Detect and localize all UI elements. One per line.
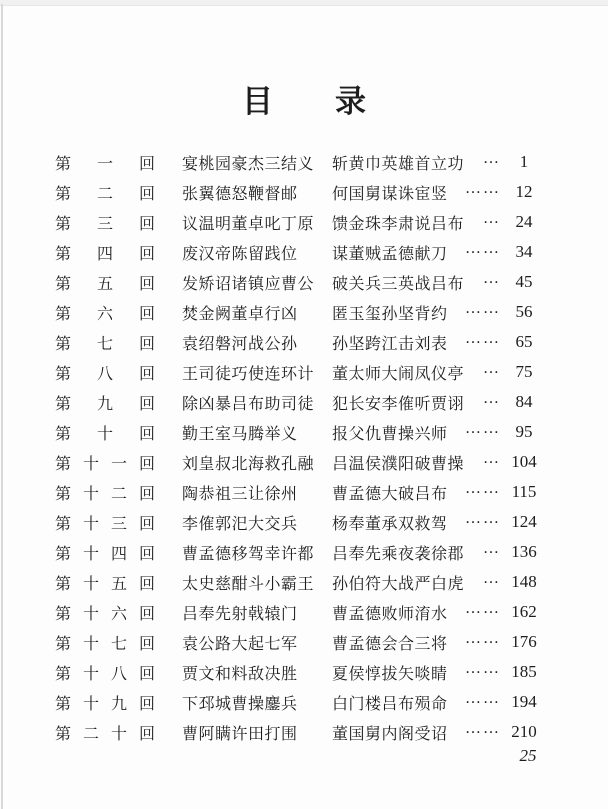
- toc-entry: [55, 657, 545, 687]
- chapter-suffix: 回: [138, 335, 155, 353]
- chapter-suffix: 回: [138, 485, 155, 503]
- dot-leader: ……: [465, 660, 501, 677]
- chapter-title-second: 吕奉先乘夜袭徐郡: [332, 545, 465, 563]
- chapter-prefix: 第: [55, 305, 72, 323]
- toc-entry: [55, 537, 545, 567]
- dot-leader: ……: [465, 510, 501, 527]
- toc-entry: [55, 597, 545, 627]
- chapter-prefix: 第: [55, 335, 72, 353]
- chapter-number-char: 四: [110, 545, 127, 563]
- toc-entry: [55, 327, 545, 357]
- chapter-prefix: 第: [55, 725, 72, 743]
- chapter-title-second: 破关兵三英战吕布: [332, 275, 465, 293]
- page-ref: 12: [515, 182, 533, 201]
- chapter-title-first: 下邳城曹操鏖兵: [182, 695, 298, 713]
- leader-area: [448, 332, 545, 352]
- chapter-number-char: 七: [96, 335, 113, 353]
- chapter-label: [55, 301, 155, 324]
- chapter-title-first: 太史慈酣斗小霸王: [182, 575, 315, 593]
- page-title-char: 目: [242, 84, 273, 119]
- page-ref: 136: [511, 542, 537, 561]
- leader-area: [448, 482, 545, 502]
- leader-area: [464, 212, 545, 232]
- toc-entry: [55, 477, 545, 507]
- page-ref: 148: [511, 572, 537, 591]
- chapter-number-char: 一: [110, 455, 127, 473]
- chapter-title-second: 曹孟德败师淯水: [332, 605, 448, 623]
- chapter-prefix: 第: [55, 365, 72, 383]
- chapter-prefix: 第: [55, 515, 72, 533]
- page-ref: 1: [519, 152, 529, 171]
- dot-leader: …: [483, 540, 501, 557]
- chapter-number-char: 十: [82, 635, 99, 653]
- dot-leader: ……: [465, 330, 501, 347]
- toc-entry: [55, 447, 545, 477]
- chapter-prefix: 第: [55, 695, 72, 713]
- chapter-suffix: 回: [138, 665, 155, 683]
- page-ref: 45: [515, 272, 533, 291]
- dot-leader: …: [483, 270, 501, 287]
- chapter-title-first: 曹阿瞒许田打围: [182, 725, 298, 743]
- chapter-number-char: 二: [82, 725, 99, 743]
- leader-area: [448, 422, 545, 442]
- leader-area: [448, 182, 545, 202]
- chapter-label: [55, 211, 155, 234]
- chapter-suffix: 回: [138, 545, 155, 563]
- page-ref: 115: [511, 482, 537, 501]
- leader-area: [464, 152, 545, 172]
- chapter-suffix: 回: [138, 425, 155, 443]
- page-ref: 65: [515, 332, 533, 351]
- chapter-title-first: 王司徒巧使连环计: [182, 365, 315, 383]
- chapter-number-char: 四: [96, 245, 113, 263]
- dot-leader: ……: [465, 240, 501, 257]
- chapter-title-first: 张翼德怒鞭督邮: [182, 185, 298, 203]
- chapter-number-char: 六: [110, 605, 127, 623]
- chapter-label: [55, 151, 155, 174]
- page-ref: 56: [515, 302, 533, 321]
- chapter-number-char: 十: [82, 575, 99, 593]
- toc-entry: [55, 297, 545, 327]
- chapter-number-char: 十: [82, 545, 99, 563]
- page-ref: 24: [515, 212, 533, 231]
- chapter-title-second: 杨奉董承双救驾: [332, 515, 448, 533]
- dot-leader: ……: [465, 180, 501, 197]
- chapter-number-char: 十: [96, 425, 113, 443]
- chapter-title-second: 白门楼吕布殒命: [332, 695, 448, 713]
- chapter-number-char: 五: [110, 575, 127, 593]
- toc-entry: [55, 387, 545, 417]
- chapter-label: [55, 661, 155, 684]
- chapter-prefix: 第: [55, 545, 72, 563]
- leader-area: [464, 542, 545, 562]
- chapter-suffix: 回: [138, 605, 155, 623]
- chapter-title-first: 袁公路大起七军: [182, 635, 298, 653]
- page-edge-left: [1, 4, 3, 809]
- toc-entry: [55, 507, 545, 537]
- chapter-suffix: 回: [138, 185, 155, 203]
- chapter-label: [55, 331, 155, 354]
- chapter-title-second: 曹孟德会合三将: [332, 635, 448, 653]
- toc-entry: [55, 687, 545, 717]
- chapter-label: [55, 271, 155, 294]
- chapter-title-first: 刘皇叔北海救孔融: [182, 455, 315, 473]
- dot-leader: …: [483, 210, 501, 227]
- page-ref: 34: [515, 242, 533, 261]
- chapter-title-second: 匿玉玺孙坚背约: [332, 305, 448, 323]
- leader-area: [448, 722, 545, 742]
- chapter-label: [55, 631, 155, 654]
- toc-entry: [55, 717, 545, 747]
- chapter-title-first: 议温明董卓叱丁原: [182, 215, 315, 233]
- leader-area: [448, 302, 545, 322]
- chapter-prefix: 第: [55, 215, 72, 233]
- leader-area: [464, 392, 545, 412]
- chapter-suffix: 回: [138, 635, 155, 653]
- chapter-prefix: 第: [55, 155, 72, 173]
- chapter-title-second: 孙伯符大战严白虎: [332, 575, 465, 593]
- chapter-number-char: 十: [82, 455, 99, 473]
- page-ref: 194: [511, 692, 537, 711]
- leader-area: [464, 272, 545, 292]
- chapter-number-char: 十: [82, 515, 99, 533]
- toc-entry: [55, 357, 545, 387]
- chapter-prefix: 第: [55, 185, 72, 203]
- chapter-prefix: 第: [55, 425, 72, 443]
- chapter-suffix: 回: [138, 305, 155, 323]
- chapter-number-char: 八: [96, 365, 113, 383]
- dot-leader: ……: [465, 420, 501, 437]
- chapter-number-char: 九: [96, 395, 113, 413]
- chapter-title-first: 宴桃园豪杰三结义: [182, 155, 315, 173]
- chapter-title-first: 焚金阙董卓行凶: [182, 305, 298, 323]
- leader-area: [448, 602, 545, 622]
- dot-leader: …: [483, 150, 501, 167]
- chapter-label: [55, 571, 155, 594]
- chapter-number-char: 十: [82, 485, 99, 503]
- page-ref: 104: [511, 452, 537, 471]
- chapter-number-char: 十: [82, 695, 99, 713]
- page-ref: 162: [511, 602, 537, 621]
- chapter-title-second: 谋董贼孟德献刀: [332, 245, 448, 263]
- chapter-number-char: 三: [110, 515, 127, 533]
- toc-entry: [55, 177, 545, 207]
- chapter-title-second: 孙坚跨江击刘表: [332, 335, 448, 353]
- chapter-title-second: 董太师大闹凤仪亭: [332, 365, 465, 383]
- chapter-number-char: 三: [96, 215, 113, 233]
- chapter-title-first: 陶恭祖三让徐州: [182, 485, 298, 503]
- leader-area: [464, 362, 545, 382]
- toc-entry: [55, 567, 545, 597]
- chapter-title-first: 吕奉先射戟辕门: [182, 605, 298, 623]
- chapter-title-first: 曹孟德移驾幸许都: [182, 545, 315, 563]
- page-ref: 176: [511, 632, 537, 651]
- toc-entry: [55, 207, 545, 237]
- dot-leader: …: [483, 390, 501, 407]
- chapter-suffix: 回: [138, 395, 155, 413]
- chapter-title-second: 夏侯惇拔矢啖睛: [332, 665, 448, 683]
- toc-entry: [55, 147, 545, 177]
- chapter-title-first: 废汉帝陈留践位: [182, 245, 298, 263]
- page-edge-top: [0, 0, 608, 6]
- chapter-suffix: 回: [138, 575, 155, 593]
- chapter-suffix: 回: [138, 365, 155, 383]
- chapter-suffix: 回: [138, 155, 155, 173]
- leader-area: [448, 692, 545, 712]
- chapter-label: [55, 721, 155, 744]
- chapter-prefix: 第: [55, 245, 72, 263]
- dot-leader: ……: [465, 600, 501, 617]
- chapter-label: [55, 541, 155, 564]
- chapter-label: [55, 451, 155, 474]
- chapter-title-second: 馈金珠李肃说吕布: [332, 215, 465, 233]
- chapter-title-first: 李傕郭汜大交兵: [182, 515, 298, 533]
- chapter-suffix: 回: [138, 725, 155, 743]
- chapter-number-char: 六: [96, 305, 113, 323]
- chapter-prefix: 第: [55, 485, 72, 503]
- chapter-number-char: 五: [96, 275, 113, 293]
- chapter-title-second: 何国舅谋诛宦竖: [332, 185, 448, 203]
- dot-leader: …: [483, 570, 501, 587]
- chapter-title-second: 犯长安李傕听贾诩: [332, 395, 465, 413]
- leader-area: [464, 572, 545, 592]
- page-ref: 84: [515, 392, 533, 411]
- chapter-prefix: 第: [55, 275, 72, 293]
- chapter-number-char: 二: [110, 485, 127, 503]
- folio-page-number: 25: [519, 746, 537, 765]
- chapter-label: [55, 421, 155, 444]
- chapter-title-second: 斩黄巾英雄首立功: [332, 155, 465, 173]
- chapter-label: [55, 241, 155, 264]
- chapter-title-first: 除凶暴吕布助司徒: [182, 395, 315, 413]
- leader-area: [448, 632, 545, 652]
- chapter-number-char: 一: [96, 155, 113, 173]
- chapter-number-char: 八: [110, 665, 127, 683]
- toc-list: [55, 147, 545, 747]
- chapter-suffix: 回: [138, 695, 155, 713]
- chapter-label: [55, 691, 155, 714]
- chapter-title-first: 袁绍磐河战公孙: [182, 335, 298, 353]
- page-ref: 75: [515, 362, 533, 381]
- page-ref: 185: [511, 662, 537, 681]
- page-title-char: 录: [335, 84, 366, 119]
- chapter-label: [55, 391, 155, 414]
- page-ref: 95: [515, 422, 533, 441]
- dot-leader: ……: [465, 300, 501, 317]
- chapter-title-first: 贾文和料敌决胜: [182, 665, 298, 683]
- chapter-title-first: 发矫诏诸镇应曹公: [182, 275, 315, 293]
- dot-leader: …: [483, 450, 501, 467]
- chapter-title-second: 董国舅内阁受诏: [332, 725, 448, 743]
- dot-leader: ……: [465, 630, 501, 647]
- chapter-number-char: 二: [96, 185, 113, 203]
- chapter-title-second: 曹孟德大破吕布: [332, 485, 448, 503]
- chapter-suffix: 回: [138, 275, 155, 293]
- chapter-number-char: 十: [82, 605, 99, 623]
- toc-entry: [55, 627, 545, 657]
- chapter-number-char: 十: [82, 665, 99, 683]
- chapter-prefix: 第: [55, 395, 72, 413]
- chapter-prefix: 第: [55, 665, 72, 683]
- chapter-suffix: 回: [138, 245, 155, 263]
- dot-leader: ……: [465, 720, 501, 737]
- toc-entry: [55, 237, 545, 267]
- page-title: [0, 86, 608, 117]
- chapter-title-first: 勤王室马腾举义: [182, 425, 298, 443]
- leader-area: [448, 512, 545, 532]
- page-ref: 210: [511, 722, 537, 741]
- dot-leader: ……: [465, 690, 501, 707]
- chapter-suffix: 回: [138, 215, 155, 233]
- chapter-prefix: 第: [55, 635, 72, 653]
- chapter-number-char: 七: [110, 635, 127, 653]
- chapter-number-char: 九: [110, 695, 127, 713]
- dot-leader: …: [483, 360, 501, 377]
- leader-area: [448, 662, 545, 682]
- chapter-label: [55, 511, 155, 534]
- toc-entry: [55, 417, 545, 447]
- chapter-suffix: 回: [138, 455, 155, 473]
- chapter-label: [55, 181, 155, 204]
- leader-area: [464, 452, 545, 472]
- chapter-title-second: 报父仇曹操兴师: [332, 425, 448, 443]
- dot-leader: ……: [465, 480, 501, 497]
- chapter-suffix: 回: [138, 515, 155, 533]
- chapter-label: [55, 481, 155, 504]
- toc-entry: [55, 267, 545, 297]
- page-ref: 124: [511, 512, 537, 531]
- chapter-label: [55, 601, 155, 624]
- chapter-prefix: 第: [55, 575, 72, 593]
- chapter-prefix: 第: [55, 605, 72, 623]
- leader-area: [448, 242, 545, 262]
- chapter-number-char: 十: [110, 725, 127, 743]
- chapter-prefix: 第: [55, 455, 72, 473]
- chapter-label: [55, 361, 155, 384]
- chapter-title-second: 吕温侯濮阳破曹操: [332, 455, 465, 473]
